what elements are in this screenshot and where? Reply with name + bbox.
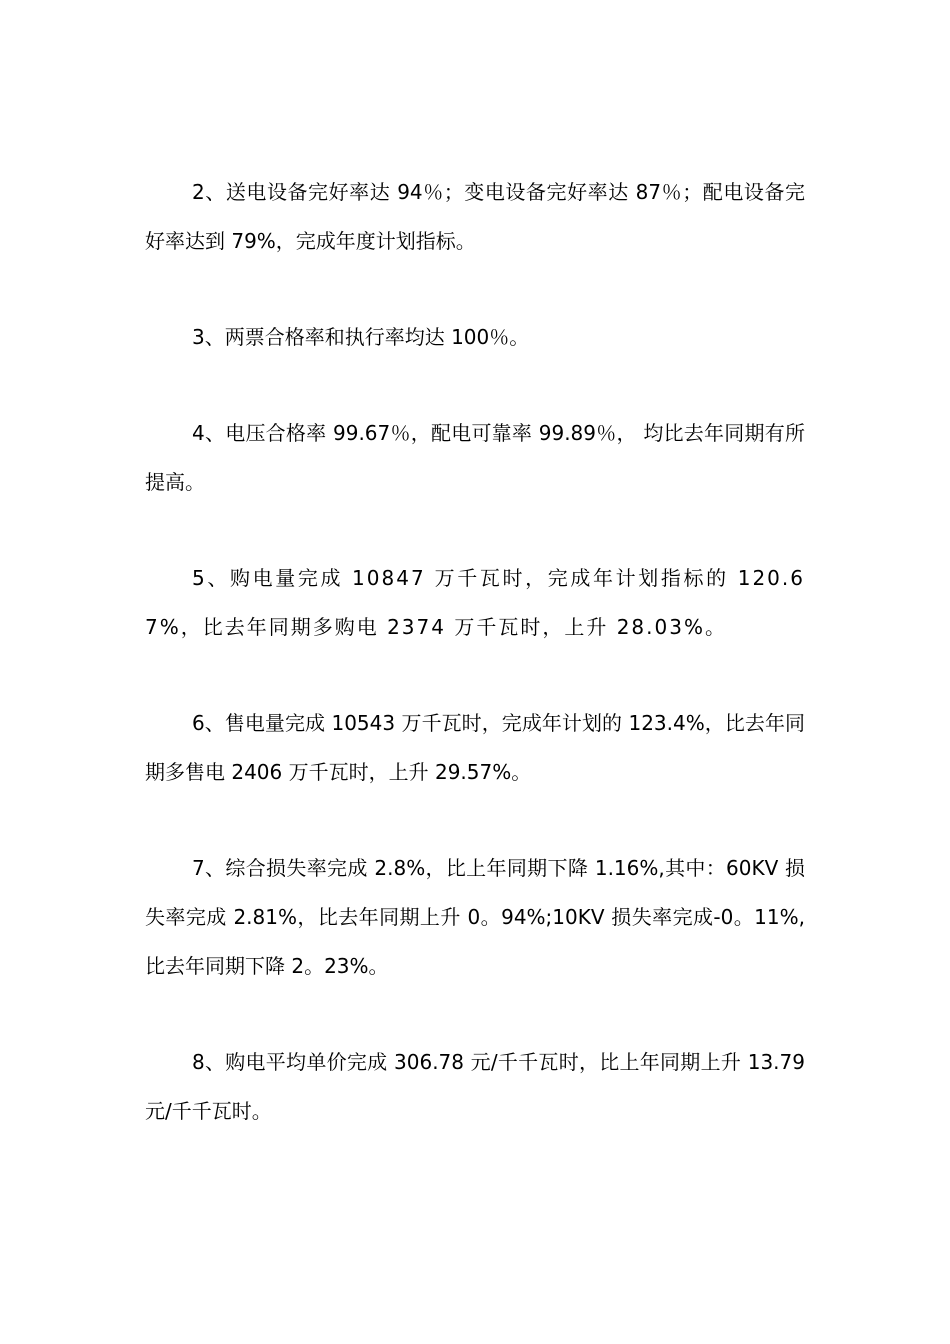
paragraph-item-3: 3、两票合格率和执行率均达 100％。 [192,325,530,349]
paragraph-item-8: 8、购电平均单价完成 306.78 元/千千瓦时，比上年同期上升 13.79 元/千千瓦时。 [145,1050,805,1123]
paragraph-item-5: 5、购电量完成 10847 万千瓦时，完成年计划指标的 120.67%，比去年同期多购电 2374 万千瓦时，上升 28.03%。 [145,566,805,639]
paragraph-item-6: 6、售电量完成 10543 万千瓦时，完成年计划的 123.4%，比去年同期多售电 2406 万千瓦时，上升 29.57%。 [145,711,805,784]
document-page [145,168,805,1183]
paragraph-item-7: 7、综合损失率完成 2.8%，比上年同期下降 1.16%,其中：60KV 损失率完成 2.81%，比去年同期上升 0。94%;10KV 损失率完成-0。11%,比去年同期下降 2。23%。 [145,856,805,978]
paragraph-item-4: 4、电压合格率 99.67％，配电可靠率 99.89％， 均比去年同期有所提高。 [145,421,805,494]
paragraph-item-2: 2、送电设备完好率达 94％；变电设备完好率达 87％；配电设备完好率达到 79%，完成年度计划指标。 [145,180,805,253]
